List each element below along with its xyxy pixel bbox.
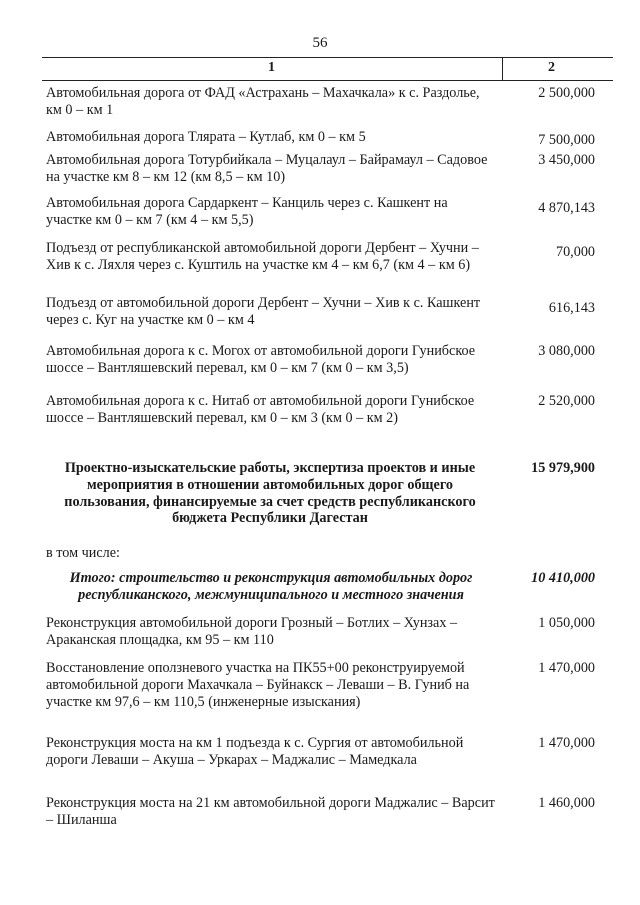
row-text: Автомобильная дорога от ФАД «Астрахань – Махачкала» к с. Раздолье, км 0 – км 1 [46, 85, 480, 118]
page-number: 56 [312, 35, 328, 51]
row-text: Автомобильная дорога Сардаркент – Канциль через с. Кашкент на участке км 0 – км 7 (км 4 – км 5,5) [46, 195, 448, 228]
table-top-border [42, 57, 613, 58]
row-text: Подъезд от автомобильной дороги Дербент – Хучни – Хив к с. Кашкент через с. Куг на участке км 0 – км 4 [46, 295, 481, 328]
row-amount: 3 450,000 [538, 152, 595, 168]
row-amount: 3 080,000 [538, 343, 595, 359]
row-amount: 1 460,000 [538, 795, 595, 811]
row-text: Реконструкция автомобильной дороги Грозный – Ботлих – Хунзах – Араканская площадка, км 95 – км 110 [46, 615, 458, 648]
subtotal-text: Итого: строительство и реконструкция автомобильных дорог республиканского, межмуниципального и местного значения [69, 570, 473, 603]
row-text: Автомобильная дорога Тлярата – Кутлаб, км 0 – км 5 [46, 129, 366, 145]
row-text: Подъезд от республиканской автомобильной дороги Дербент – Хучни – Хив к с. Ляхля через с. Куштиль на участке км 4 – км 6,7 (км 4 – км 6) [46, 240, 479, 273]
column-header-1: 1 [268, 60, 275, 75]
row-amount: 70,000 [555, 244, 595, 260]
subtotal-amount: 10 410,000 [531, 570, 595, 586]
row-text: Реконструкция моста на км 1 подъезда к с. Сургия от автомобильной дороги Леваши – Акуша – Уркарах – Маджалис – Мамедкала [46, 735, 464, 768]
row-amount: 1 050,000 [538, 615, 595, 631]
row-text: Автомобильная дорога Тотурбийкала – Муцалаул – Байрамаул – Садовое на участке км 8 – км 12 (км 8,5 – км 10) [46, 152, 488, 185]
column-divider [502, 58, 503, 80]
row-amount: 1 470,000 [538, 735, 595, 751]
row-text: Автомобильная дорога к с. Нитаб от автомобильной дороги Гунибское шоссе – Вантляшевский перевал, км 0 – км 3 (км 0 – км 2) [46, 393, 475, 426]
row-amount: 2 520,000 [538, 393, 595, 409]
row-amount: 4 870,143 [538, 200, 595, 216]
row-text: Реконструкция моста на 21 км автомобильной дороги Маджалис – Варсит – Шиланша [46, 795, 495, 828]
section-total-amount: 15 979,900 [531, 460, 595, 476]
row-amount: 2 500,000 [538, 85, 595, 101]
row-text: Восстановление оползневого участка на ПК55+00 реконструируемой автомобильной дороги Махачкала – Буйнакск – Леваши – В. Гуниб на участке км 97,6 – км 110,5 (инженерные изыскания) [46, 660, 470, 710]
including-label: в том числе: [46, 545, 120, 561]
section-total-text: Проектно-изыскательские работы, экспертиза проектов и иные мероприятия в отношении автомобильных дорог общего пользования, финансируемые за счет средств республиканского бюджета Республики Дагестан [64, 460, 476, 527]
row-amount: 1 470,000 [538, 660, 595, 676]
table-header-bottom-border [42, 80, 613, 81]
row-amount: 7 500,000 [538, 132, 595, 148]
row-amount: 616,143 [548, 300, 595, 316]
row-text: Автомобильная дорога к с. Могох от автомобильной дороги Гунибское шоссе – Вантляшевский перевал, км 0 – км 7 (км 0 – км 3,5) [46, 343, 476, 376]
column-header-2: 2 [548, 60, 555, 75]
